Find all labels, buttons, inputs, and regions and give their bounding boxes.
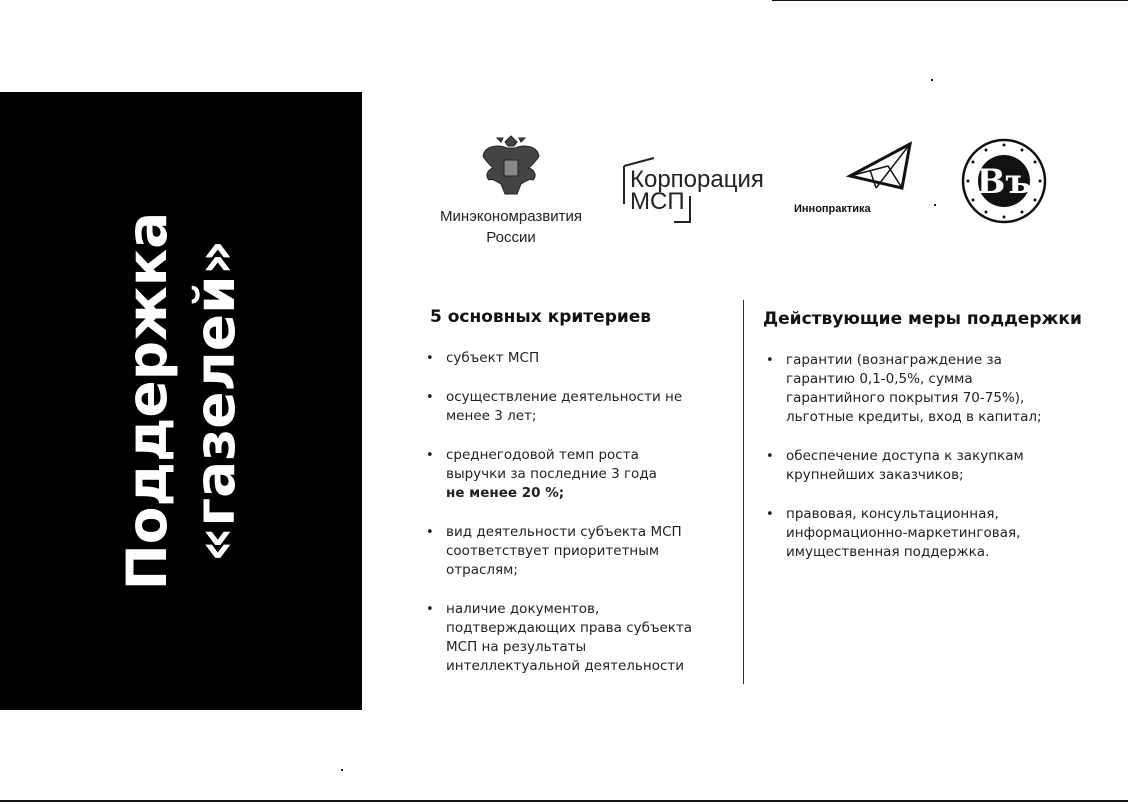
criteria-item (426, 349, 716, 368)
hse-seal-icon (956, 138, 1054, 224)
criteria-heading: 5 основных критериев (430, 307, 652, 327)
criteria-item (426, 600, 716, 676)
scan-dot (931, 79, 933, 81)
criteria-item-text: среднегодовой темп роста выручки за последние 3 года (446, 447, 657, 482)
scan-dot (934, 204, 936, 206)
support-item (766, 351, 1056, 427)
criteria-item-text: вид деятельности субъекта МСП соответствует приоритетным отраслям; (446, 524, 682, 578)
ministry-name-line1: Минэкономразвития (440, 208, 582, 225)
support-item (766, 505, 1056, 562)
corporation-name-line2: МСП (630, 188, 685, 215)
innopraktika-name: Иннопрактика (794, 203, 871, 215)
support-item-text: правовая, консультационная, информационно-маркетинговая, имущественная поддержка. (786, 506, 1021, 560)
page-title-line1: Поддержка (115, 211, 179, 591)
scan-line-top (772, 0, 1128, 1)
innopraktika-triangle-icon (790, 140, 920, 200)
criteria-item (426, 446, 716, 503)
hse-seal-logo (956, 138, 1054, 224)
criteria-item-text: осуществление деятельности не менее 3 лет; (446, 389, 683, 424)
scan-dot (341, 769, 343, 771)
scan-line-bottom (0, 800, 1128, 802)
criteria-item-strong: не менее 20 %; (446, 485, 565, 501)
criteria-list (426, 349, 716, 676)
criteria-item (426, 388, 716, 426)
criteria-item-text: наличие документов, подтверждающих права субъекта МСП на результаты интеллектуальной деятельности (446, 601, 693, 674)
coat-of-arms-icon (416, 132, 606, 202)
criteria-item (426, 523, 716, 580)
corporation-msp-logo (622, 156, 762, 226)
corporation-name-line1: Корпорация (630, 166, 764, 193)
ministry-name-line2: России (486, 229, 536, 246)
ministry-name (416, 206, 606, 248)
column-divider (743, 300, 744, 684)
support-list (766, 351, 1056, 562)
page-title (113, 212, 249, 591)
support-item-text: гарантии (вознаграждение за гарантию 0,1-0,5%, сумма гарантийного покрытия 70-75%), льготные кредиты, вход в капитал; (786, 352, 1042, 425)
support-item (766, 447, 1056, 485)
support-heading: Действующие меры поддержки (763, 309, 1082, 329)
svg-text:Въ: Въ (976, 162, 1032, 202)
innopraktika-logo (790, 140, 920, 220)
support-item-text: обеспечение доступа к закупкам крупнейших заказчиков; (786, 448, 1024, 483)
page-title-line2: «газелей» (183, 239, 247, 563)
ministry-logo (416, 132, 606, 248)
criteria-item-text: субъект МСП (446, 350, 540, 366)
